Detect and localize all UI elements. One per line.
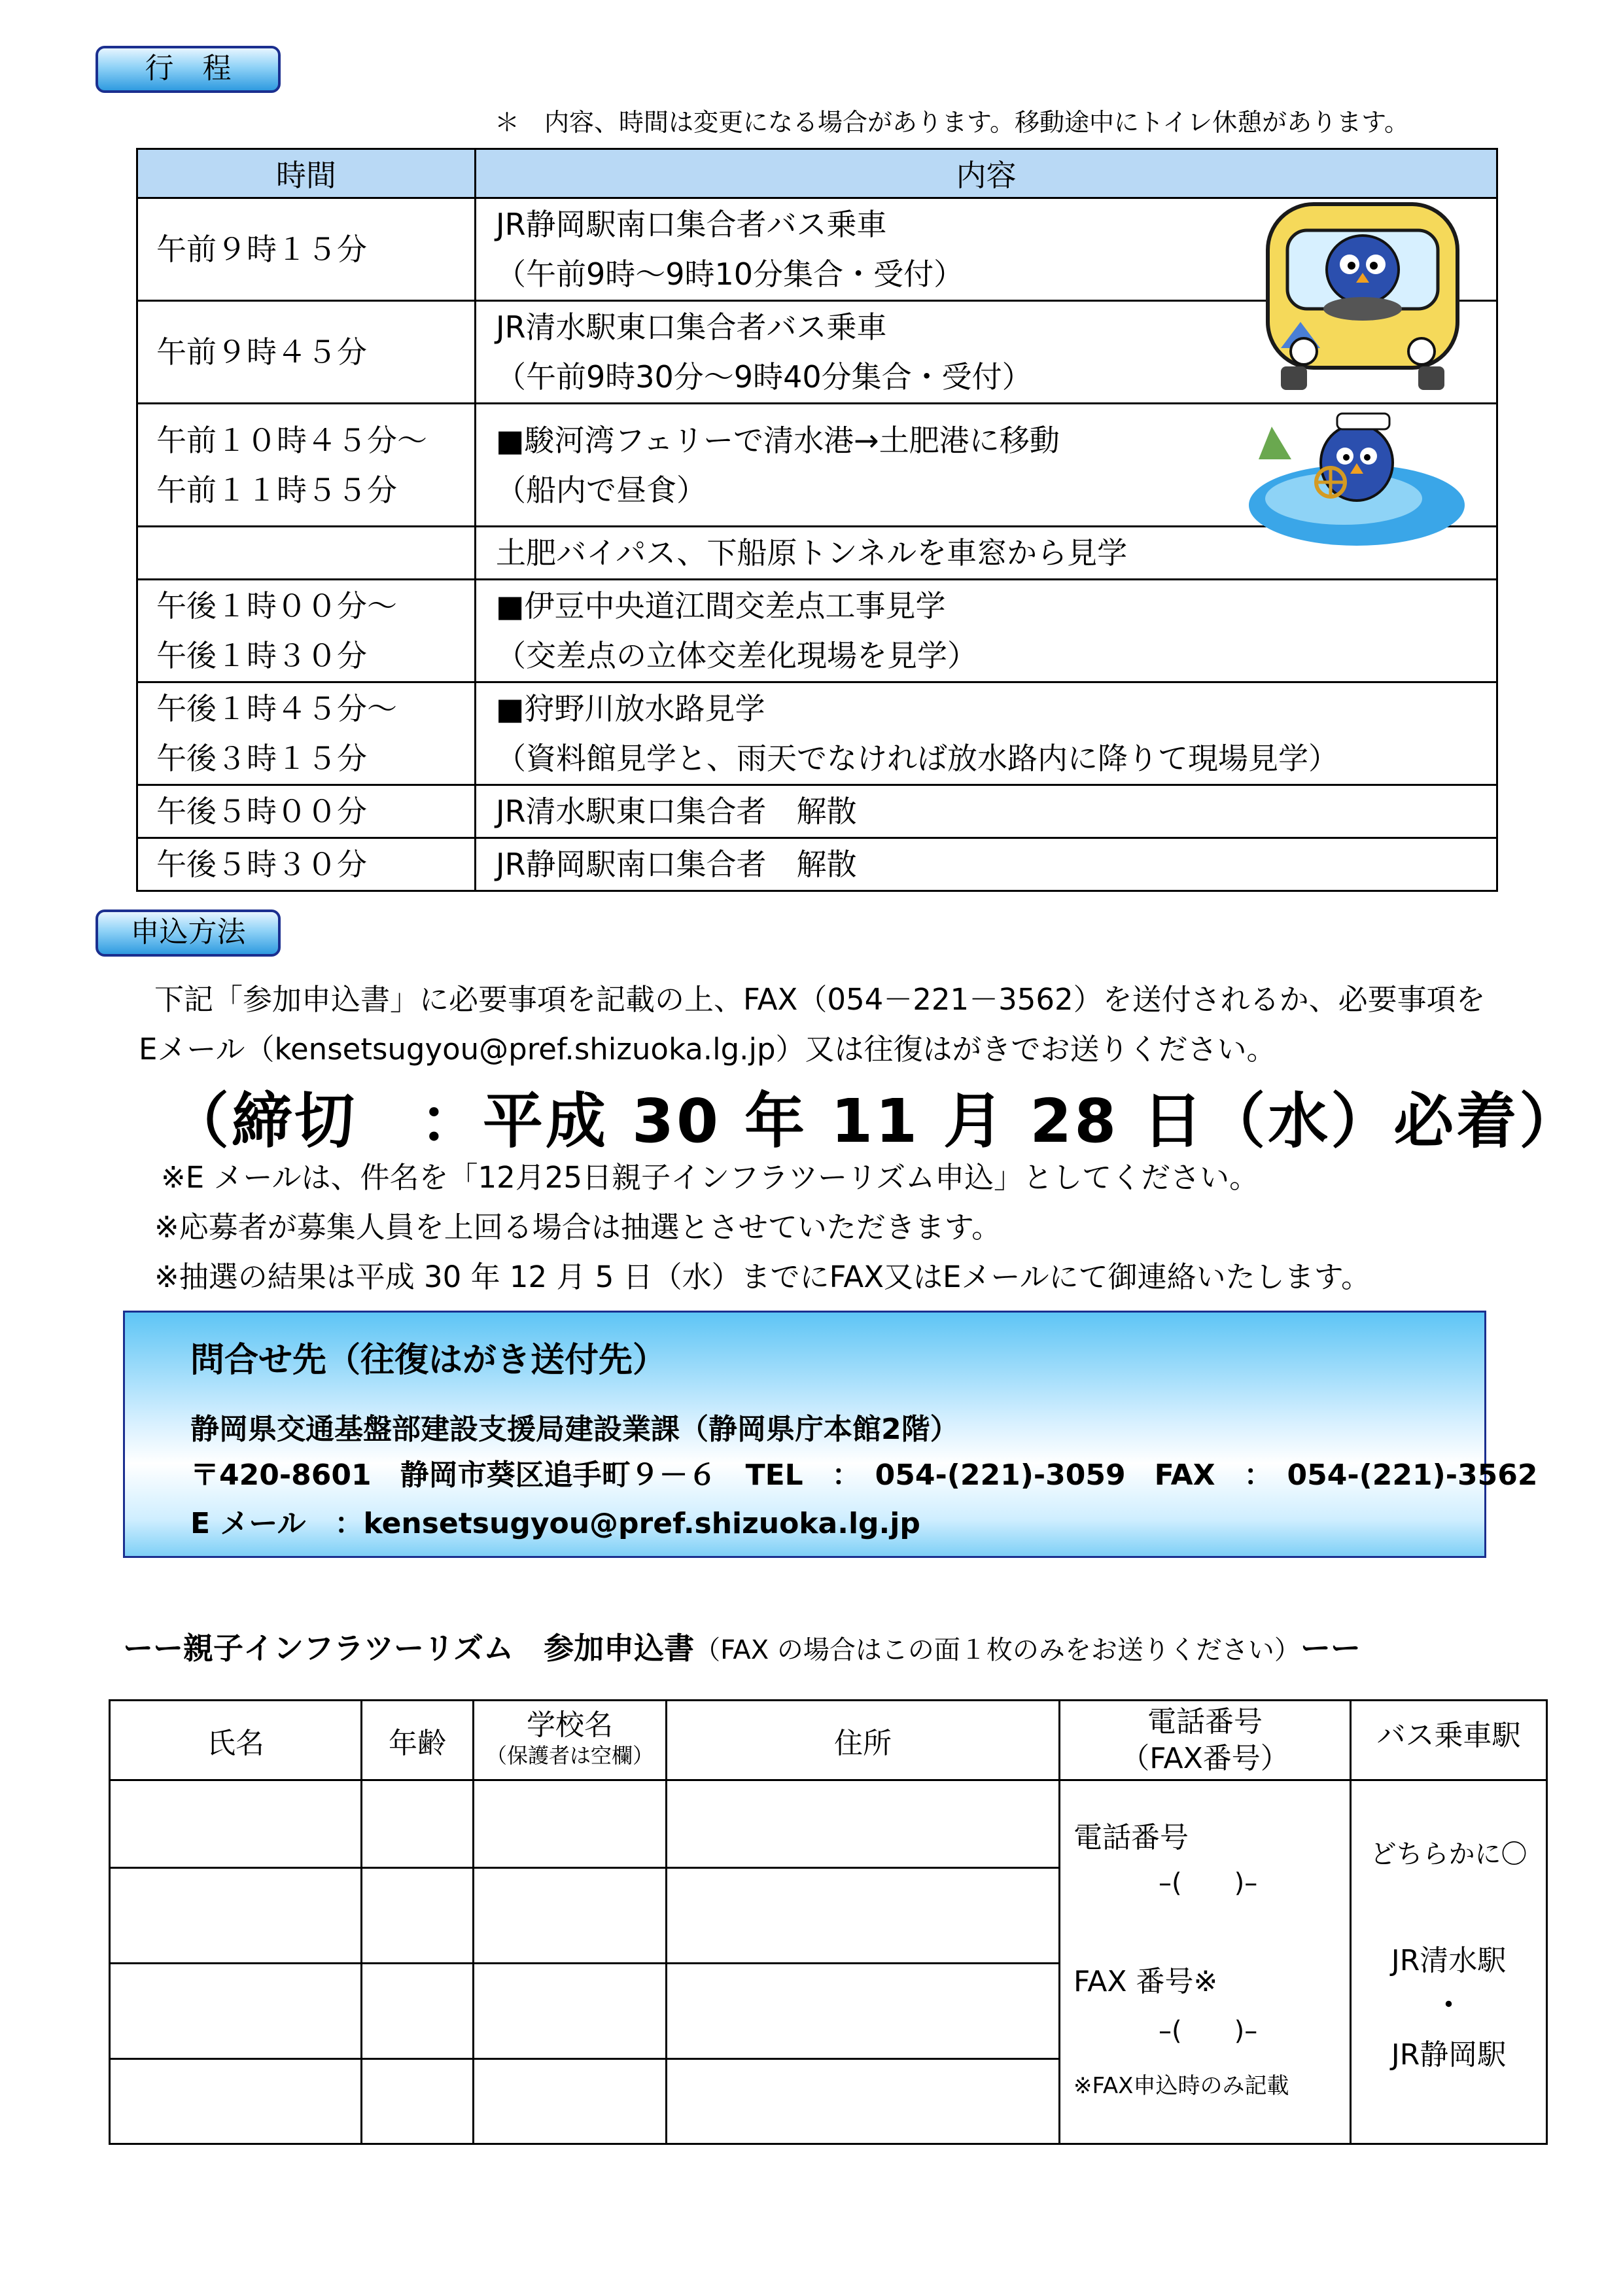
application-line-1: 下記「参加申込書」に必要事項を記載の上、FAX（054－221－3562）を送付されるか、必要事項を — [154, 982, 1486, 1017]
schedule-time — [137, 301, 476, 404]
application-note-1: ※E メールは、件名を「12月25日親子インフラツーリズム申込」としてください。 — [161, 1160, 1259, 1195]
schedule-time-line: 午前１１時５５分 — [156, 472, 397, 508]
name-input[interactable] — [110, 1964, 362, 2059]
bus-option-separator: ・ — [1434, 1988, 1463, 2022]
column-header-time: 時間 — [137, 149, 476, 198]
schedule-content — [476, 580, 1497, 682]
form-header-row — [110, 1701, 1547, 1780]
form-row — [110, 1780, 1547, 1868]
ferry-mascot-illustration — [1246, 400, 1468, 550]
schedule-time — [137, 838, 476, 891]
school-input[interactable] — [474, 1868, 667, 1964]
application-line-2: Eメール（kensetsugyou@pref.shizuoka.lg.jp）又は往復はがきでお送りください。 — [139, 1032, 1276, 1067]
schedule-time — [137, 580, 476, 682]
name-input[interactable] — [110, 1868, 362, 1964]
schedule-time — [137, 785, 476, 838]
schedule-time-line: 午前１０時４５分～ — [156, 422, 427, 458]
form-title-main: ーー親子インフラツーリズム 参加申込書 — [123, 1631, 695, 1666]
form-title — [123, 1625, 1361, 1668]
deadline: （締切 ：平成 30 年 11 月 28 日（水）必着） — [169, 1086, 1582, 1156]
schedule-time — [137, 404, 476, 527]
address-input[interactable] — [667, 2059, 1060, 2144]
schedule-content-line: 土肥バイパス、下船原トンネルを車窓から見学 — [496, 535, 1128, 571]
bus-instruction: どちらかに〇 — [1370, 1839, 1527, 1869]
header-address: 住所 — [667, 1701, 1060, 1780]
header-age: 年齢 — [362, 1701, 474, 1780]
tel-input[interactable]: –( )– — [1159, 1868, 1258, 1898]
bus-option-shimizu[interactable]: JR清水駅 — [1391, 1944, 1507, 1977]
schedule-note: ＊ 内容、時間は変更になる場合があります。移動途中にトイレ休憩があります。 — [495, 108, 1410, 137]
address-input[interactable] — [667, 1780, 1060, 1868]
fax-note: ※FAX申込時のみ記載 — [1073, 2073, 1289, 2099]
schedule-heading: 行 程 — [96, 46, 281, 93]
age-input[interactable] — [362, 1964, 474, 2059]
age-input[interactable] — [362, 2059, 474, 2144]
header-bus: バス乗車駅 — [1351, 1701, 1547, 1780]
schedule-time-line: 午後１時３０分 — [156, 638, 367, 673]
schedule-content-line: JR清水駅東口集合者バス乗車 — [496, 309, 887, 345]
schedule-content-line: （午前9時30分～9時40分集合・受付） — [496, 359, 1032, 395]
contact-address: 〒420-8601 静岡市葵区追手町９－６ TEL ： 054-(221)-3059 FAX ： 054-(221)-3562 — [190, 1458, 1538, 1492]
application-form-table — [109, 1699, 1548, 2145]
schedule-content-line: ■狩野川放水路見学 — [496, 691, 765, 726]
schedule-content-line: JR静岡駅南口集合者 解散 — [496, 847, 857, 882]
schedule-content-line: （交差点の立体交差化現場を見学） — [496, 638, 977, 673]
schedule-content — [476, 682, 1497, 785]
schedule-time-line: 午前９時１５分 — [156, 232, 367, 267]
header-phone-sub: （FAX番号） — [1121, 1741, 1289, 1775]
column-header-content: 内容 — [476, 149, 1497, 198]
schedule-row — [137, 785, 1497, 838]
bus-option-shizuoka[interactable]: JR静岡駅 — [1391, 2038, 1507, 2072]
schedule-time-line: 午後３時１５分 — [156, 741, 367, 776]
school-input[interactable] — [474, 1964, 667, 2059]
name-input[interactable] — [110, 2059, 362, 2144]
fax-input[interactable]: –( )– — [1159, 2016, 1258, 2046]
schedule-row — [137, 682, 1497, 785]
application-note-3: ※抽選の結果は平成 30 年 12 月 5 日（水）までにFAX又はEメールにて御連絡いたします。 — [154, 1260, 1370, 1294]
application-heading: 申込方法 — [96, 910, 281, 957]
address-input[interactable] — [667, 1868, 1060, 1964]
contact-box — [123, 1311, 1538, 1558]
header-school-sub: （保護者は空欄） — [485, 1742, 654, 1768]
header-school: 学校名 （保護者は空欄） — [474, 1701, 667, 1780]
schedule-row — [137, 580, 1497, 682]
age-input[interactable] — [362, 1780, 474, 1868]
contact-title: 問合せ先（往復はがき送付先） — [190, 1341, 667, 1380]
header-name: 氏名 — [110, 1701, 362, 1780]
age-input[interactable] — [362, 1868, 474, 1964]
bus-cell — [1351, 1780, 1547, 2144]
school-input[interactable] — [474, 2059, 667, 2144]
phone-cell — [1060, 1780, 1351, 2144]
name-input[interactable] — [110, 1780, 362, 1868]
application-note-2: ※応募者が募集人員を上回る場合は抽選とさせていただきます。 — [154, 1210, 1002, 1245]
schedule-time-line: 午前９時４５分 — [156, 334, 367, 370]
schedule-content-line: （資料館見学と、雨天でなければ放水路内に降りて現場見学） — [496, 741, 1338, 776]
schedule-content — [476, 838, 1497, 891]
form-title-suffix: ーー — [1300, 1631, 1361, 1666]
schedule-content — [476, 785, 1497, 838]
address-input[interactable] — [667, 1964, 1060, 2059]
schedule-content-line: JR清水駅東口集合者 解散 — [496, 794, 857, 829]
schedule-time — [137, 682, 476, 785]
bus-mascot-illustration — [1255, 191, 1471, 395]
school-input[interactable] — [474, 1780, 667, 1868]
schedule-time-line: 午後１時００分～ — [156, 588, 397, 624]
contact-org: 静岡県交通基盤部建設支援局建設業課（静岡県庁本館2階） — [190, 1413, 959, 1446]
form-title-note: （FAX の場合はこの面１枚のみをお送りください） — [694, 1635, 1300, 1665]
schedule-content-line: ■伊豆中央道江間交差点工事見学 — [496, 588, 946, 624]
contact-email[interactable]: E メール ：kensetsugyou@pref.shizuoka.lg.jp — [190, 1507, 920, 1540]
schedule-row — [137, 838, 1497, 891]
schedule-content-line: ■駿河湾フェリーで清水港→土肥港に移動 — [496, 422, 1060, 458]
schedule-content-line: （船内で昼食） — [496, 472, 707, 508]
schedule-time-line: 午後５時３０分 — [156, 847, 367, 882]
schedule-time — [137, 198, 476, 301]
schedule-content-line: （午前9時～9時10分集合・受付） — [496, 256, 964, 292]
schedule-time — [137, 527, 476, 580]
fax-label: FAX 番号※ — [1073, 1965, 1218, 1998]
header-phone: 電話番号 （FAX番号） — [1060, 1701, 1351, 1780]
tel-label: 電話番号 — [1073, 1821, 1189, 1854]
schedule-time-line: 午後１時４５分～ — [156, 691, 397, 726]
schedule-time-line: 午後５時００分 — [156, 794, 367, 829]
schedule-content-line: JR静岡駅南口集合者バス乗車 — [496, 207, 887, 242]
